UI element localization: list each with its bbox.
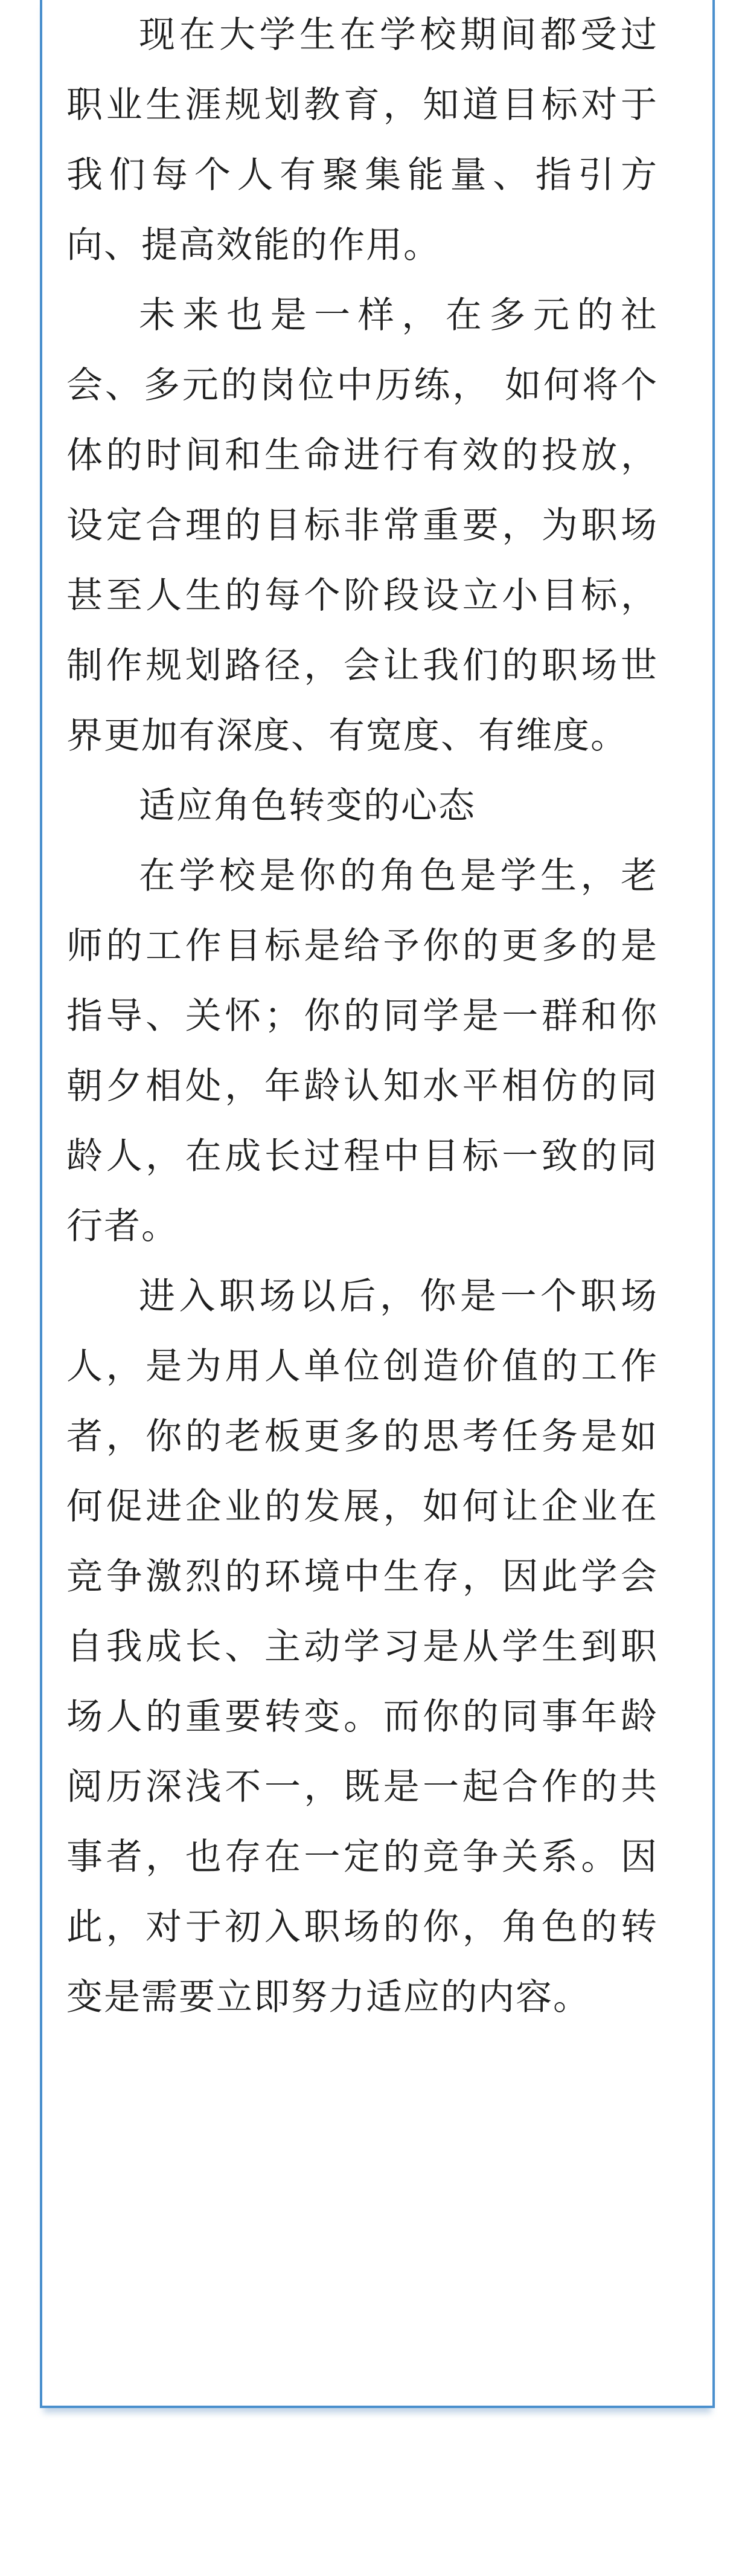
paragraph-workplace-role: 进入职场以后，你是一个职场人，是为用人单位创造价值的工作者，你的老板更多的思考任务是如何促进企业的发展，如何让企业在竞争激烈的环境中生存，因此学会自我成长、主动学习是从学生到职场人的重要转变。而你的同事年龄阅历深浅不一，既是一起合作的共事者，也存在一定的竞争关系。因此，对于初入职场的你，角色的转变是需要立即努力适应的内容。	[66, 1275, 658, 2018]
paragraph-goals: 现在大学生在学校期间都受过职业生涯规划教育，知道目标对于我们每个人有聚集能量、指引方向、提高效能的作用。	[66, 14, 658, 266]
paragraph-school-role: 在学校是你的角色是学生，老师的工作目标是给予你的更多的是指导、关怀；你的同学是一群和你朝夕相处，年龄认知水平相仿的同龄人，在成长过程中目标一致的同行者。	[66, 855, 658, 1248]
section-heading-role-change: 适应角色转变的心态	[139, 785, 476, 827]
paragraph-future: 未来也是一样，在多元的社会、多元的岗位中历练， 如何将个体的时间和生命进行有效的投放，设定合理的目标非常重要，为职场甚至人生的每个阶段设立小目标，制作规划路径，会让我们的职场世界更加有深度、有宽度、有维度。	[66, 294, 658, 757]
article-body	[66, 0, 658, 2032]
